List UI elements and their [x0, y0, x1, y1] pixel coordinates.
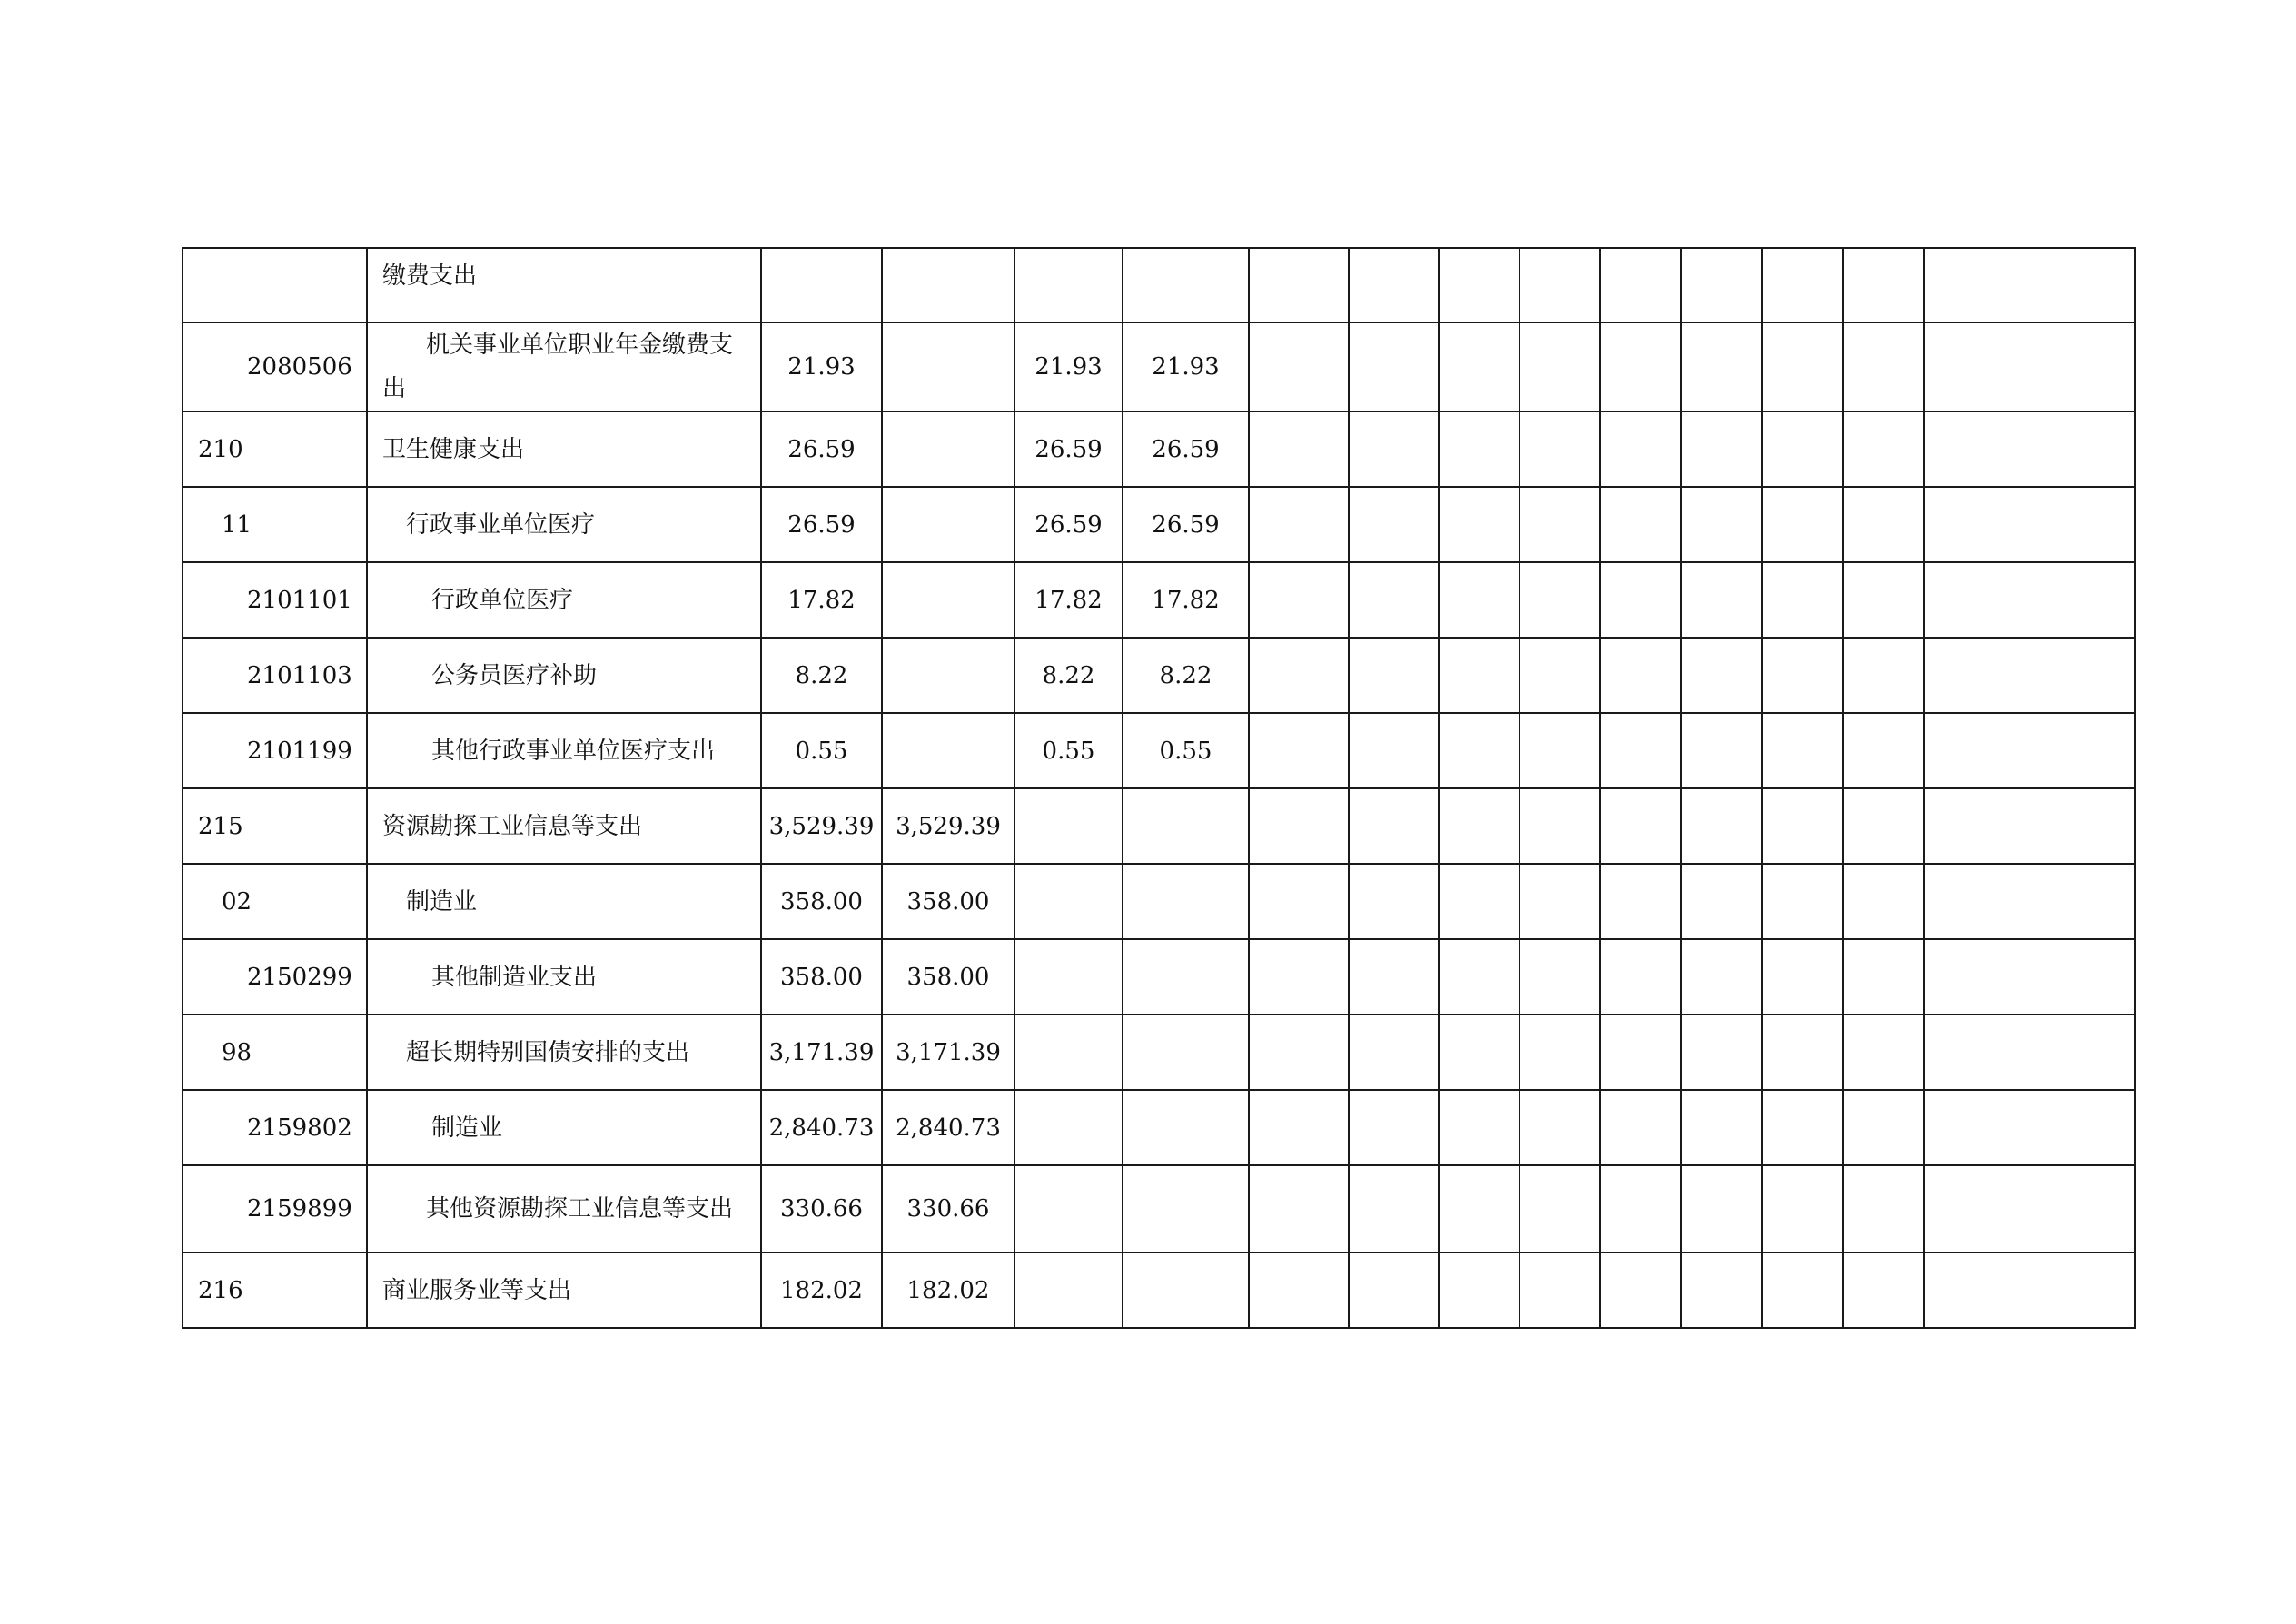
empty-cell: [1843, 487, 1924, 562]
subject-name-cell: 制造业: [367, 1090, 761, 1165]
amount-cell: 26.59: [1014, 487, 1123, 562]
empty-cell: [1762, 1015, 1843, 1090]
empty-cell: [1519, 1165, 1600, 1253]
amount-cell: [1123, 864, 1249, 939]
empty-cell: [1762, 487, 1843, 562]
amount-cell: 0.55: [1123, 713, 1249, 788]
amount-cell: 330.66: [761, 1165, 882, 1253]
empty-cell: [1681, 411, 1762, 487]
empty-cell: [1249, 1165, 1349, 1253]
empty-cell: [1249, 713, 1349, 788]
empty-cell: [1519, 864, 1600, 939]
empty-cell: [1762, 1165, 1843, 1253]
subject-code-cell: 11: [183, 487, 367, 562]
empty-cell: [1439, 411, 1519, 487]
empty-cell: [1681, 248, 1762, 322]
subject-code-cell: 216: [183, 1253, 367, 1328]
empty-cell: [1681, 562, 1762, 638]
amount-cell: 26.59: [1123, 411, 1249, 487]
subject-code-cell: 2159899: [183, 1165, 367, 1253]
empty-cell: [1843, 1090, 1924, 1165]
empty-cell: [1762, 248, 1843, 322]
empty-cell: [1843, 864, 1924, 939]
subject-name-cell: 制造业: [367, 864, 761, 939]
amount-cell: 3,171.39: [882, 1015, 1014, 1090]
empty-cell: [1681, 1015, 1762, 1090]
amount-cell: [1123, 1090, 1249, 1165]
empty-cell: [1249, 1015, 1349, 1090]
table-row: [183, 788, 2135, 864]
empty-cell: [1439, 1165, 1519, 1253]
amount-cell: 182.02: [761, 1253, 882, 1328]
empty-cell: [1349, 638, 1439, 713]
empty-cell: [1439, 788, 1519, 864]
amount-cell: [1014, 939, 1123, 1015]
subject-name-cell: 商业服务业等支出: [367, 1253, 761, 1328]
empty-cell: [1519, 322, 1600, 411]
amount-cell: 358.00: [882, 939, 1014, 1015]
empty-cell: [1439, 562, 1519, 638]
amount-cell: 21.93: [761, 322, 882, 411]
amount-cell: [882, 487, 1014, 562]
empty-cell: [1681, 713, 1762, 788]
amount-cell: [1123, 248, 1249, 322]
amount-cell: [1014, 864, 1123, 939]
subject-code-cell: 98: [183, 1015, 367, 1090]
empty-cell: [1349, 562, 1439, 638]
amount-cell: [1123, 1015, 1249, 1090]
amount-cell: 358.00: [761, 939, 882, 1015]
empty-cell: [1249, 939, 1349, 1015]
empty-cell: [1600, 788, 1681, 864]
subject-name-cell: 资源勘探工业信息等支出: [367, 788, 761, 864]
amount-cell: [1014, 1015, 1123, 1090]
amount-cell: 26.59: [761, 411, 882, 487]
empty-cell: [1519, 248, 1600, 322]
empty-cell: [1439, 1090, 1519, 1165]
amount-cell: 8.22: [761, 638, 882, 713]
empty-cell: [1681, 939, 1762, 1015]
amount-cell: [882, 562, 1014, 638]
amount-cell: 358.00: [761, 864, 882, 939]
empty-cell: [1924, 562, 2135, 638]
empty-cell: [1249, 248, 1349, 322]
empty-cell: [1762, 1253, 1843, 1328]
amount-cell: [1014, 788, 1123, 864]
empty-cell: [1924, 713, 2135, 788]
empty-cell: [1249, 788, 1349, 864]
empty-cell: [1600, 487, 1681, 562]
empty-cell: [1762, 713, 1843, 788]
empty-cell: [1519, 638, 1600, 713]
empty-cell: [1349, 864, 1439, 939]
empty-cell: [1349, 1253, 1439, 1328]
empty-cell: [1762, 864, 1843, 939]
amount-cell: 182.02: [882, 1253, 1014, 1328]
table-row: [183, 939, 2135, 1015]
empty-cell: [1843, 411, 1924, 487]
empty-cell: [1924, 939, 2135, 1015]
empty-cell: [1681, 322, 1762, 411]
amount-cell: 3,529.39: [761, 788, 882, 864]
empty-cell: [1762, 638, 1843, 713]
amount-cell: 8.22: [1123, 638, 1249, 713]
empty-cell: [1843, 1253, 1924, 1328]
subject-name-cell: 公务员医疗补助: [367, 638, 761, 713]
empty-cell: [1519, 562, 1600, 638]
empty-cell: [1681, 1090, 1762, 1165]
empty-cell: [1600, 562, 1681, 638]
empty-cell: [1349, 1090, 1439, 1165]
subject-code-cell: 2101103: [183, 638, 367, 713]
subject-code-cell: 02: [183, 864, 367, 939]
amount-cell: [761, 248, 882, 322]
amount-cell: [882, 713, 1014, 788]
empty-cell: [1600, 1253, 1681, 1328]
empty-cell: [1600, 1015, 1681, 1090]
amount-cell: 26.59: [761, 487, 882, 562]
empty-cell: [1681, 788, 1762, 864]
empty-cell: [1924, 411, 2135, 487]
amount-cell: 21.93: [1014, 322, 1123, 411]
table-row: [183, 1090, 2135, 1165]
empty-cell: [1349, 487, 1439, 562]
subject-name-cell: 其他行政事业单位医疗支出: [367, 713, 761, 788]
amount-cell: [1123, 1253, 1249, 1328]
empty-cell: [1249, 638, 1349, 713]
amount-cell: 26.59: [1014, 411, 1123, 487]
empty-cell: [1600, 1090, 1681, 1165]
amount-cell: [882, 322, 1014, 411]
empty-cell: [1349, 248, 1439, 322]
empty-cell: [1439, 1253, 1519, 1328]
empty-cell: [1681, 1253, 1762, 1328]
amount-cell: 26.59: [1123, 487, 1249, 562]
amount-cell: [1014, 1165, 1123, 1253]
empty-cell: [1843, 713, 1924, 788]
subject-code-cell: 210: [183, 411, 367, 487]
subject-code-cell: 2101199: [183, 713, 367, 788]
empty-cell: [1843, 248, 1924, 322]
subject-code-cell: 215: [183, 788, 367, 864]
empty-cell: [1762, 939, 1843, 1015]
empty-cell: [1843, 788, 1924, 864]
empty-cell: [1600, 248, 1681, 322]
table-row: [183, 1165, 2135, 1253]
amount-cell: 358.00: [882, 864, 1014, 939]
empty-cell: [1249, 1253, 1349, 1328]
empty-cell: [1600, 1165, 1681, 1253]
empty-cell: [1519, 939, 1600, 1015]
table-row: [183, 638, 2135, 713]
empty-cell: [1762, 562, 1843, 638]
subject-name-cell: 其他资源勘探工业信息等支出: [367, 1165, 761, 1253]
empty-cell: [1349, 1165, 1439, 1253]
empty-cell: [1439, 1015, 1519, 1090]
empty-cell: [1600, 939, 1681, 1015]
empty-cell: [1519, 1253, 1600, 1328]
empty-cell: [1924, 864, 2135, 939]
empty-cell: [1924, 487, 2135, 562]
table-row: [183, 248, 2135, 322]
table-row: [183, 562, 2135, 638]
amount-cell: 330.66: [882, 1165, 1014, 1253]
amount-cell: 3,529.39: [882, 788, 1014, 864]
empty-cell: [1681, 487, 1762, 562]
amount-cell: 2,840.73: [882, 1090, 1014, 1165]
empty-cell: [1349, 1015, 1439, 1090]
subject-name-cell: 其他制造业支出: [367, 939, 761, 1015]
subject-name-cell: 缴费支出: [367, 248, 761, 322]
subject-code-cell: 2080506: [183, 322, 367, 411]
subject-code-cell: 2101101: [183, 562, 367, 638]
amount-cell: 2,840.73: [761, 1090, 882, 1165]
empty-cell: [1519, 1015, 1600, 1090]
empty-cell: [1519, 713, 1600, 788]
amount-cell: [882, 248, 1014, 322]
amount-cell: 0.55: [1014, 713, 1123, 788]
empty-cell: [1600, 322, 1681, 411]
empty-cell: [1439, 713, 1519, 788]
empty-cell: [1519, 411, 1600, 487]
empty-cell: [1600, 411, 1681, 487]
amount-cell: [1014, 1090, 1123, 1165]
empty-cell: [1924, 248, 2135, 322]
empty-cell: [1600, 864, 1681, 939]
subject-name-cell: 行政单位医疗: [367, 562, 761, 638]
empty-cell: [1681, 864, 1762, 939]
empty-cell: [1519, 788, 1600, 864]
empty-cell: [1924, 1090, 2135, 1165]
empty-cell: [1349, 322, 1439, 411]
amount-cell: 0.55: [761, 713, 882, 788]
empty-cell: [1439, 939, 1519, 1015]
amount-cell: 17.82: [761, 562, 882, 638]
subject-name-cell: 卫生健康支出: [367, 411, 761, 487]
empty-cell: [1762, 411, 1843, 487]
empty-cell: [1762, 1090, 1843, 1165]
empty-cell: [1249, 411, 1349, 487]
empty-cell: [1924, 788, 2135, 864]
table-row: [183, 864, 2135, 939]
empty-cell: [1349, 411, 1439, 487]
amount-cell: [1014, 248, 1123, 322]
subject-code-cell: 2159802: [183, 1090, 367, 1165]
empty-cell: [1843, 322, 1924, 411]
empty-cell: [1249, 562, 1349, 638]
empty-cell: [1762, 322, 1843, 411]
empty-cell: [1843, 562, 1924, 638]
empty-cell: [1762, 788, 1843, 864]
amount-cell: [1123, 788, 1249, 864]
subject-name-cell: 机关事业单位职业年金缴费支出: [367, 322, 761, 411]
amount-cell: 8.22: [1014, 638, 1123, 713]
empty-cell: [1439, 487, 1519, 562]
empty-cell: [1681, 638, 1762, 713]
amount-cell: 21.93: [1123, 322, 1249, 411]
empty-cell: [1519, 1090, 1600, 1165]
amount-cell: [882, 638, 1014, 713]
empty-cell: [1600, 638, 1681, 713]
empty-cell: [1349, 713, 1439, 788]
empty-cell: [1439, 638, 1519, 713]
empty-cell: [1924, 1165, 2135, 1253]
empty-cell: [1924, 1253, 2135, 1328]
amount-cell: 17.82: [1014, 562, 1123, 638]
empty-cell: [1843, 939, 1924, 1015]
empty-cell: [1249, 487, 1349, 562]
table-row: [183, 411, 2135, 487]
empty-cell: [1439, 248, 1519, 322]
empty-cell: [1924, 322, 2135, 411]
subject-code-cell: [183, 248, 367, 322]
table-row: [183, 322, 2135, 411]
empty-cell: [1843, 1015, 1924, 1090]
empty-cell: [1439, 322, 1519, 411]
subject-name-cell: 行政事业单位医疗: [367, 487, 761, 562]
empty-cell: [1439, 864, 1519, 939]
empty-cell: [1249, 864, 1349, 939]
empty-cell: [1349, 939, 1439, 1015]
table-row: [183, 487, 2135, 562]
empty-cell: [1249, 1090, 1349, 1165]
amount-cell: 3,171.39: [761, 1015, 882, 1090]
empty-cell: [1924, 638, 2135, 713]
amount-cell: [1014, 1253, 1123, 1328]
empty-cell: [1249, 322, 1349, 411]
table-row: [183, 713, 2135, 788]
budget-table: [182, 247, 2136, 1329]
amount-cell: [1123, 939, 1249, 1015]
amount-cell: [882, 411, 1014, 487]
table-row: [183, 1015, 2135, 1090]
empty-cell: [1600, 713, 1681, 788]
empty-cell: [1843, 1165, 1924, 1253]
empty-cell: [1519, 487, 1600, 562]
amount-cell: [1123, 1165, 1249, 1253]
empty-cell: [1924, 1015, 2135, 1090]
subject-name-cell: 超长期特别国债安排的支出: [367, 1015, 761, 1090]
empty-cell: [1349, 788, 1439, 864]
amount-cell: 17.82: [1123, 562, 1249, 638]
empty-cell: [1843, 638, 1924, 713]
empty-cell: [1681, 1165, 1762, 1253]
table-row: [183, 1253, 2135, 1328]
subject-code-cell: 2150299: [183, 939, 367, 1015]
